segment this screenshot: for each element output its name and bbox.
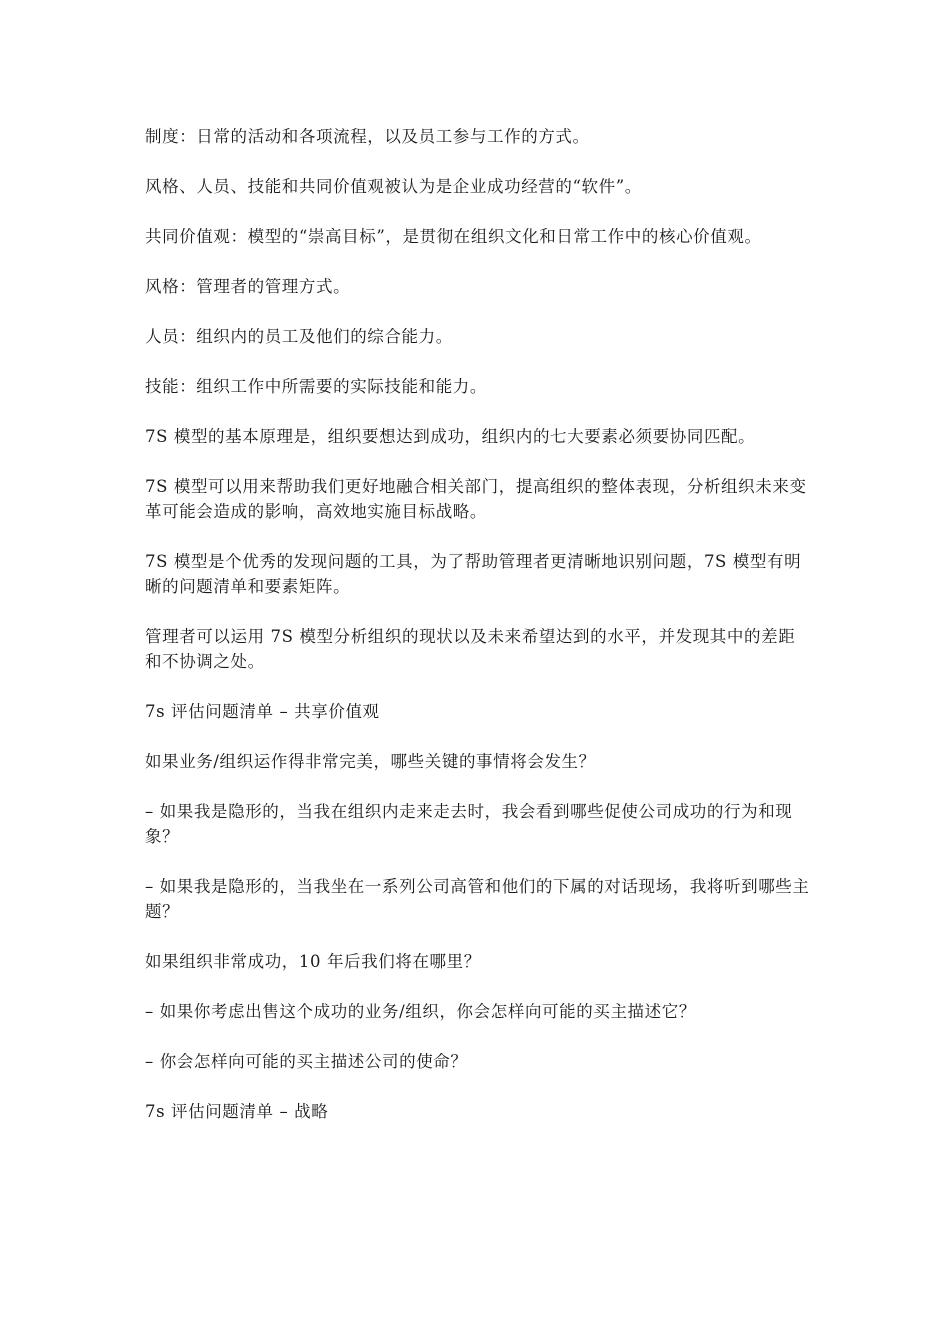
paragraph-system: 制度：日常的活动和各项流程，以及员工参与工作的方式。 bbox=[145, 127, 590, 146]
paragraph-7s-tool: 7S 模型是个优秀的发现问题的工具，为了帮助管理者更清晰地识别问题，7S 模型有明晰的问题清单和要素矩阵。 bbox=[145, 552, 802, 596]
document-body bbox=[145, 124, 810, 1149]
question-ten-years: 如果组织非常成功，10 年后我们将在哪里？ bbox=[145, 952, 481, 971]
paragraph-7s-usage: 7S 模型可以用来帮助我们更好地融合相关部门，提高组织的整体表现，分析组织未来变革可能会造成的影响，高效地实施目标战略。 bbox=[145, 477, 807, 521]
paragraph-soft-elements: 风格、人员、技能和共同价值观被认为是企业成功经营的“软件”。 bbox=[145, 177, 642, 196]
question-sell-business: – 如果你考虑出售这个成功的业务/组织，你会怎样向可能的买主描述它？ bbox=[145, 1002, 696, 1021]
paragraph-style: 风格：管理者的管理方式。 bbox=[145, 277, 351, 296]
paragraph-7s-principle: 7S 模型的基本原理是，组织要想达到成功，组织内的七大要素必须要协同匹配。 bbox=[145, 427, 756, 446]
question-invisible-walk: – 如果我是隐形的，当我在组织内走来走去时，我会看到哪些促使公司成功的行为和现象？ bbox=[145, 802, 793, 846]
paragraph-skills: 技能：组织工作中所需要的实际技能和能力。 bbox=[145, 377, 487, 396]
paragraph-7s-analysis: 管理者可以运用 7S 模型分析组织的现状以及未来希望达到的水平，并发现其中的差距和不协调之处。 bbox=[145, 627, 796, 671]
heading-shared-values-checklist: 7s 评估问题清单 – 共享价值观 bbox=[145, 702, 380, 721]
question-invisible-listen: – 如果我是隐形的，当我坐在一系列公司高管和他们的下属的对话现场，我将听到哪些主题？ bbox=[145, 877, 810, 921]
paragraph-staff: 人员：组织内的员工及他们的综合能力。 bbox=[145, 327, 453, 346]
question-perfect-operation: 如果业务/组织运作得非常完美，哪些关键的事情将会发生？ bbox=[145, 752, 596, 771]
paragraph-shared-values: 共同价值观：模型的“崇高目标”，是贯彻在组织文化和日常工作中的核心价值观。 bbox=[145, 227, 762, 246]
question-describe-mission: – 你会怎样向可能的买主描述公司的使命？ bbox=[145, 1052, 468, 1071]
heading-strategy-checklist: 7s 评估问题清单 – 战略 bbox=[145, 1102, 329, 1121]
